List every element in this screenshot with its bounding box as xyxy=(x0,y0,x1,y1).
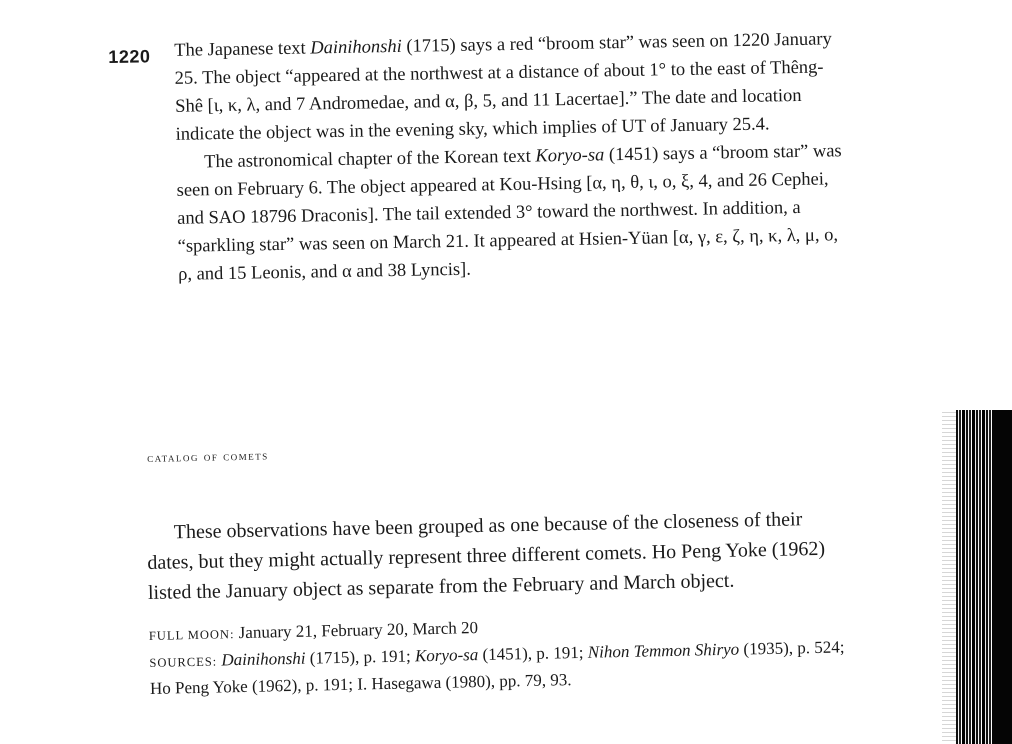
book-spine-edge xyxy=(956,410,1012,744)
entry-body xyxy=(174,25,852,289)
entry-year: 1220 xyxy=(108,46,151,67)
catalog-section xyxy=(145,435,850,702)
section-heading: catalog of comets xyxy=(146,447,269,465)
entry-paragraph-japanese xyxy=(174,25,850,149)
source-text-2: (1451), p. 191; xyxy=(478,642,588,665)
full-moon-value: January 21, February 20, March 20 xyxy=(234,618,479,643)
sources-label: SOURCES: xyxy=(149,654,218,670)
scan-edge-noise xyxy=(942,410,956,744)
entry-p1-title-dainihonshi: Dainihonshi xyxy=(310,36,402,59)
entry-paragraph-korean xyxy=(176,137,852,289)
source-text-1: (1715), p. 191; xyxy=(305,646,416,668)
entry-p2-text-1: The astronomical chapter of the Korean text xyxy=(204,146,536,173)
full-moon-label: FULL MOON: xyxy=(148,627,235,643)
source-dainihonshi: Dainihonshi xyxy=(221,648,306,670)
entry-p1-text-2: (1715) says a red “broom star” was seen on 1220 January 25. The object “appeared at the northwest at a distance of about 1° to the east of Thêng-Shê [ι, κ, λ, and 7 Andromedae, and α, β, 5, and 11 Lacertae].” The date and location indicate the object was in the evening sky, which implies of UT of January 25.4. xyxy=(174,29,832,145)
source-koryo-sa: Koryo-sa xyxy=(414,645,479,666)
entry-p1-text-1: The Japanese text xyxy=(174,38,311,61)
entry-p2-text-2: (1451) says a “broom star” was seen on February 6. The object appeared at Kou-Hsing [α, η, θ, ι, ο, ξ, 4, and 26 Cephei, and SAO 18796 Draconis]. The tail extended 3° toward the northwest. In addition, a “sparkling star” was seen on March 21. It appeared at Hsien-Yüan [α, γ, ε, ζ, η, κ, λ, μ, ο, ρ, and 15 Leonis, and α and 38 Lyncis]. xyxy=(176,141,842,285)
source-nihon-temmon-shiryo: Nihon Temmon Shiryo xyxy=(587,639,740,662)
metadata-block xyxy=(149,607,851,702)
source-text-3: (1935), p. 524; Ho Peng Yoke (1962), p. 191; I. Hasegawa (1980), pp. 79, 93. xyxy=(149,637,845,698)
comet-entry-1220 xyxy=(108,25,852,290)
summary-paragraph: These observations have been grouped as one because of the closeness of their dates, but they might actually represent three different comets. Ho Peng Yoke (1962) listed the January object as separate from the February and March object. xyxy=(147,508,826,604)
entry-p2-title-koryo-sa: Koryo-sa xyxy=(535,145,605,167)
